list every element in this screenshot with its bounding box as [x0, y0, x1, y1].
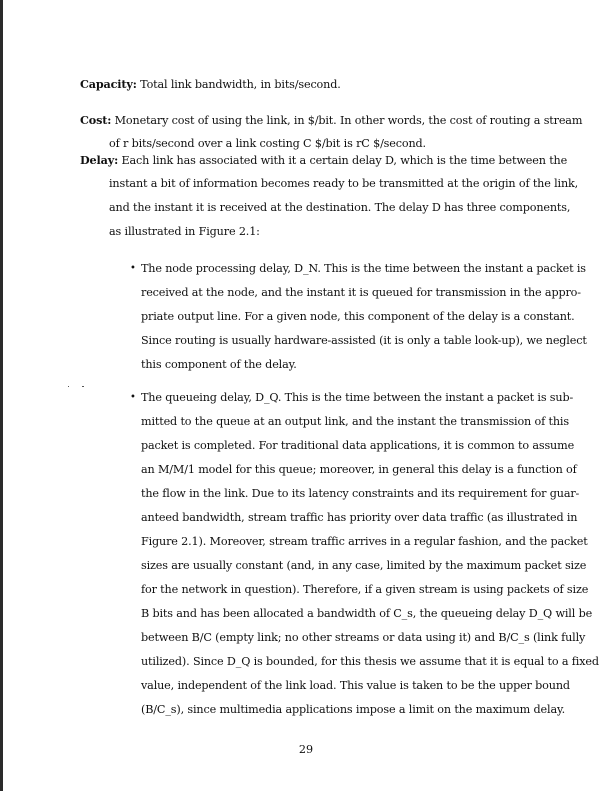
definition-line: instant a bit of information becomes ready to be transmitted at the origin of the link, — [109, 177, 579, 190]
bullet-line: the flow in the link. Due to its latency constraints and its requirement for guar- — [141, 487, 580, 500]
bullet-line: Figure 2.1). Moreover, stream traffic arrives in a regular fashion, and the packet — [141, 535, 588, 548]
scan-speck — [82, 386, 84, 387]
definition-line: and the instant it is received at the destination. The delay D has three components, — [109, 201, 571, 214]
bullet-line: received at the node, and the instant it is queued for transmission in the appro- — [141, 286, 581, 299]
bullet-line: an M/M/1 model for this queue; moreover, in general this delay is a function of — [141, 463, 577, 476]
definition-text: Monetary cost of using the link, in $/bit. In other words, the cost of routing a stream — [114, 114, 583, 127]
definition-capacity — [80, 77, 341, 92]
definition-line — [80, 113, 583, 128]
bullet-line: for the network in question). Therefore, if a given stream is using packets of size — [141, 583, 589, 596]
definition-line: of r bits/second over a link costing C $/bit is rC $/second. — [109, 137, 426, 150]
bullet-line: sizes are usually constant (and, in any case, limited by the maximum packet size — [141, 559, 587, 572]
definition-line — [80, 153, 568, 168]
bullet-line: packet is completed. For traditional data applications, it is common to assume — [141, 439, 575, 452]
bullet-line: between B/C (empty link; no other streams or data using it) and B/C_s (link fully — [141, 631, 586, 644]
bullet-line: The node processing delay, D_N. This is the time between the instant a packet is — [141, 262, 586, 275]
definition-text: Total link bandwidth, in bits/second. — [140, 78, 341, 91]
bullet-icon: • — [130, 263, 136, 274]
bullet-line: B bits and has been allocated a bandwidth of C_s, the queueing delay D_Q will be — [141, 607, 593, 620]
bullet-line: anteed bandwidth, stream traffic has priority over data traffic (as illustrated in — [141, 511, 578, 524]
bullet-line: Since routing is usually hardware-assisted (it is only a table look-up), we neglect — [141, 334, 587, 347]
definition-text: Each link has associated with it a certain delay D, which is the time between the — [121, 154, 568, 167]
definition-term: Delay: — [80, 153, 119, 167]
bullet-line: value, independent of the link load. This value is taken to be the upper bound — [141, 679, 570, 692]
bullet-line: this component of the delay. — [141, 358, 297, 371]
definition-term: Capacity: — [80, 77, 137, 91]
bullet-line: mitted to the queue at an output link, and the instant the transmission of this — [141, 415, 569, 428]
definition-term: Cost: — [80, 113, 112, 127]
bullet-icon: • — [130, 392, 136, 403]
bullet-line: The queueing delay, D_Q. This is the time between the instant a packet is sub- — [141, 391, 574, 404]
bullet-line: utilized). Since D_Q is bounded, for this thesis we assume that it is equal to a fixed — [141, 655, 599, 668]
page-number: 29 — [298, 743, 314, 756]
bullet-line: priate output line. For a given node, this component of the delay is a constant. — [141, 310, 575, 323]
scan-speck — [68, 386, 69, 387]
definition-line: as illustrated in Figure 2.1: — [109, 225, 260, 238]
bullet-line: (B/C_s), since multimedia applications impose a limit on the maximum delay. — [141, 703, 566, 716]
